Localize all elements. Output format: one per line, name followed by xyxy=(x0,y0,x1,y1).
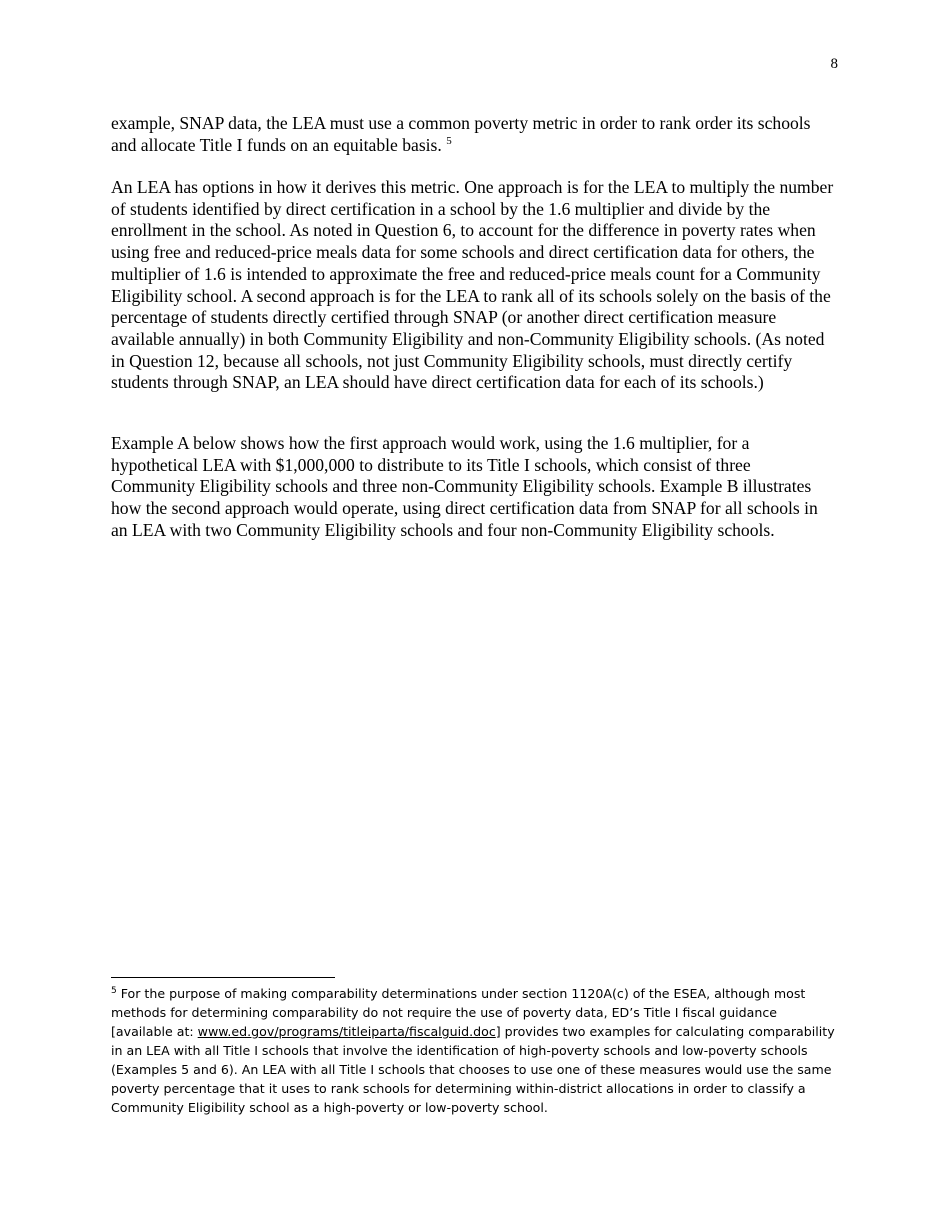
paragraph-1 xyxy=(111,113,838,156)
paragraph-1-text xyxy=(111,113,838,156)
footnote-marker: 5 xyxy=(111,985,117,996)
page-number: 8 xyxy=(830,56,838,72)
paragraph-2 xyxy=(111,177,838,394)
footnote-reference[interactable]: 5 xyxy=(446,134,452,147)
footnote xyxy=(111,984,841,1117)
footnote-text-before-link: For the purpose of making comparability determinations under section 1120A(c) of the ESEA, although most methods for determining comparability do not require the use of poverty data, ED’s Title I fiscal guidance [available at: xyxy=(111,986,806,1039)
footnote-separator xyxy=(111,977,335,978)
paragraph-3 xyxy=(111,433,838,542)
paragraph-3-text: Example A below shows how the first approach would work, using the 1.6 multiplier, for a hypothetical LEA with $1,000,000 to distribute to its Title I schools, which consist of three Community Eligibility schools and three non-Community Eligibility schools. Example B illustrates how the second approach would operate, using direct certification data from SNAP for all schools in an LEA with two Community Eligibility schools and four non-Community Eligibility schools. xyxy=(111,433,818,540)
fiscal-guidance-link[interactable]: www.ed.gov/programs/titleiparta/fiscalguid.doc xyxy=(197,1024,496,1039)
footnote-text-after-link: ] provides two examples for calculating comparability in an LEA with all Title I schools that involve the identification of high-poverty schools and low-poverty schools (Examples 5 and 6). An LEA with all Title I schools that chooses to use one of these measures would use the same poverty percentage that it uses to rank schools for determining within-district allocations in order to classify a Community Eligibility school as a high-poverty or low-poverty school. xyxy=(111,1024,835,1115)
paragraph-2-text: An LEA has options in how it derives this metric. One approach is for the LEA to multiply the number of students identified by direct certification in a school by the 1.6 multiplier and divide by the enrollment in the school. As noted in Question 6, to account for the difference in poverty rates when using free and reduced-price meals data for some schools and direct certification data for others, the multiplier of 1.6 is intended to approximate the free and reduced-price meals count for a Community Eligibility school. A second approach is for the LEA to rank all of its schools solely on the basis of the percentage of students directly certified through SNAP (or another direct certification measure available annually) in both Community Eligibility and non-Community Eligibility schools. (As noted in Question 12, because all schools, not just Community Eligibility schools, must directly certify students through SNAP, an LEA should have direct certification data for each of its schools.) xyxy=(111,177,834,393)
paragraph-1-body: example, SNAP data, the LEA must use a common poverty metric in order to rank order its schools and allocate Title I funds on an equitable basis. xyxy=(111,113,811,155)
